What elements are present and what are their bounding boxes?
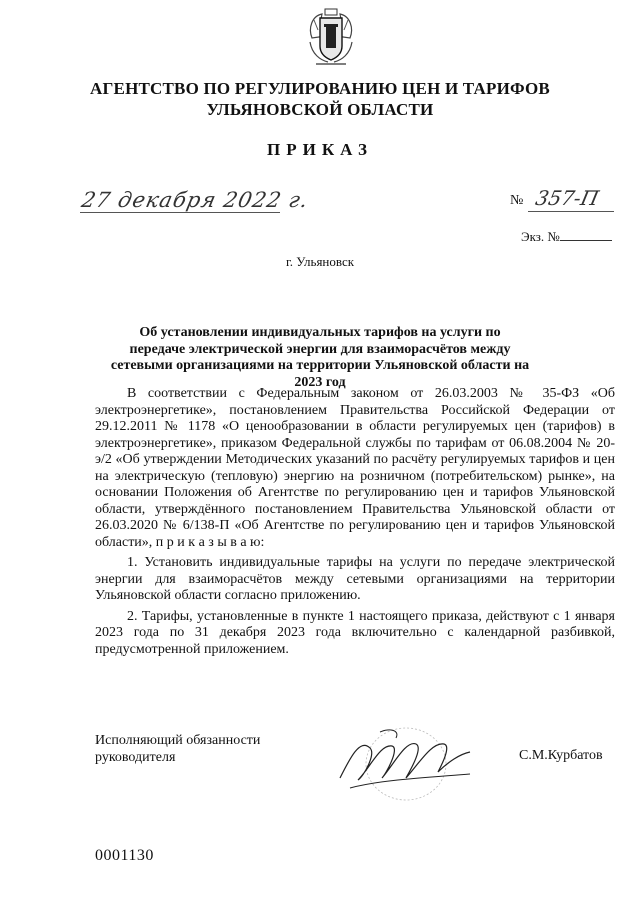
document-subject: Об установлении индивидуальных тарифов на услуги по передаче электрической энергии для взаиморасчётов между сетевыми организациями на территории Ульяновской области на 2023 год xyxy=(110,325,530,390)
agency-title xyxy=(0,78,640,120)
document-body xyxy=(95,386,615,658)
signatory-position-line1: Исполняющий обязанности xyxy=(95,733,261,748)
registration-number: 0001130 xyxy=(95,847,154,864)
agency-title-line2: УЛЬЯНОВСКОЙ ОБЛАСТИ xyxy=(206,100,434,119)
date-underline xyxy=(80,212,280,213)
city: г. Ульяновск xyxy=(285,254,355,269)
signatory-position xyxy=(95,732,260,766)
signatory-position-line2: руководителя xyxy=(95,750,176,765)
body-paragraph-item-2: 2. Тарифы, установленные в пункте 1 настоящего приказа, действуют с 1 января 2023 года по 31 декабря 2023 года включительно с календарной разбивкой, предусмотренной приложением. xyxy=(95,608,615,657)
copy-number-blank xyxy=(560,229,612,241)
document-number: 357-П xyxy=(533,186,601,210)
coat-of-arms-icon xyxy=(306,8,356,70)
body-paragraph-item-1: 1. Установить индивидуальные тарифы на услуги по передаче электрической энергии для взаиморасчётов между сетевыми организациями на территории Ульяновской области согласно приложению. xyxy=(95,555,615,603)
number-label: № xyxy=(510,193,524,208)
number-underline xyxy=(528,211,614,212)
copy-number xyxy=(521,229,612,245)
body-paragraph-preamble: В соответствии с Федеральным законом от 26.03.2003 № 35-ФЗ «Об электроэнергетике», постановлением Правительства Российской Федерации от 29.12.2011 № 1178 «О ценообразовании в области регулируемых цен (тарифов) в электроэнергетике», приказом Федеральной службы по тарифам от 06.08.2004 № 20-э/2 «Об утверждении Методических указаний по расчёту регулируемых тарифов и цен на электрическую (тепловую) энергию на розничном (потребительском) рынке», на основании Положения об Агентстве по регулированию цен и тарифов Ульяновской области, утверждённого постановлением Правительства Ульяновской области от 26.03.2020 № 6/138-П «Об Агентстве по регулированию цен и тарифов Ульяновской области», п р и к а з ы в а ю: xyxy=(95,386,615,550)
handwritten-signature xyxy=(320,718,490,808)
copy-number-label: Экз. № xyxy=(521,229,560,244)
document-date: 27 декабря 2022 г. xyxy=(79,188,312,212)
agency-title-line1: АГЕНТСТВО ПО РЕГУЛИРОВАНИЮ ЦЕН И ТАРИФОВ xyxy=(90,79,550,98)
signatory-name: С.М.Курбатов xyxy=(519,748,603,763)
document-type: ПРИКАЗ xyxy=(267,140,373,159)
